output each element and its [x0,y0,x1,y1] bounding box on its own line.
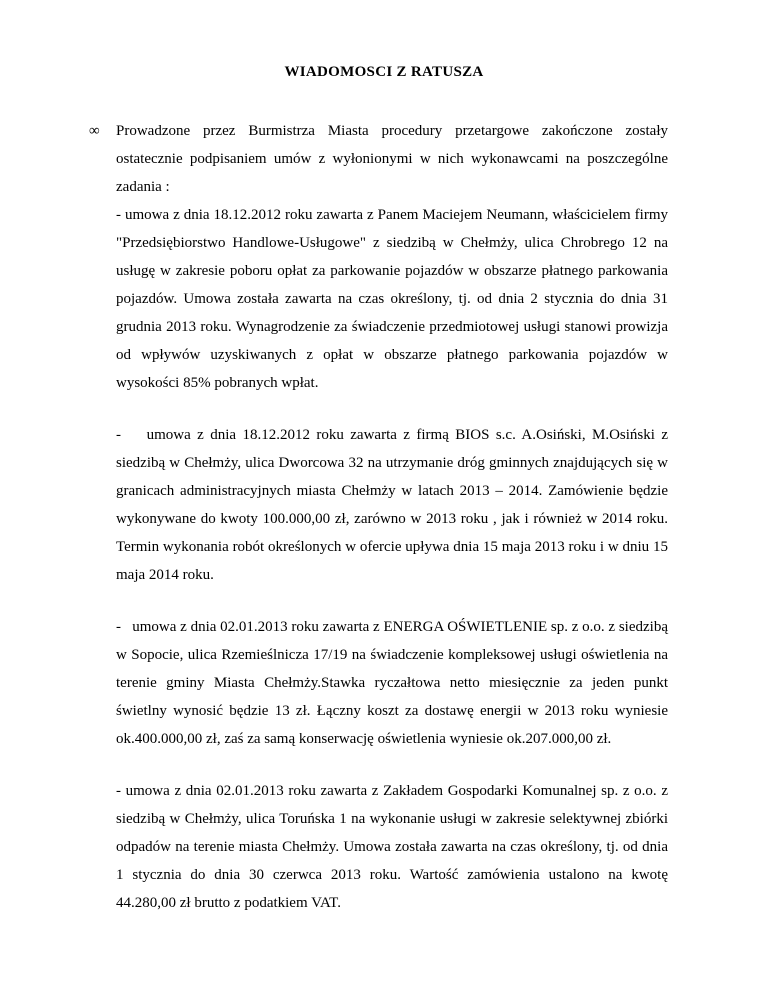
document-body [116,117,672,917]
page-title: WIADOMOSCI Z RATUSZA [284,64,484,80]
contract-paragraph-3: - umowa z dnia 02.01.2013 roku zawarta z ENERGA OŚWIETLENIE sp. z o.o. z siedzibą w Sopocie, ulica Rzemieślnicza 17/19 na świadczenie kompleksowej usługi oświetlenia na terenie gminy Miasta Chełmży.Stawka ryczałtowa netto miesięcznie za jeden punkt świetlny wynosić będzie 13 zł. Łączny koszt za dostawę energii w 2013 roku wyniesie ok.400.000,00 zł, zaś za samą konserwację oświetlenia wyniesie ok.207.000,00 zł. [116,619,672,747]
contract-paragraph-4: - umowa z dnia 02.01.2013 roku zawarta z Zakładem Gospodarki Komunalnej sp. z o.o. z siedzibą w Chełmży, ulica Toruńska 1 na wykonanie usługi w zakresie selektywnej zbiórki odpadów na terenie miasta Chełmży. Umowa została zawarta na czas określony, tj. od dnia 1 stycznia do dnia 30 czerwca 2013 roku. Wartość zamówienia ustalono na kwotę 44.280,00 zł brutto z podatkiem VAT. [116,783,668,911]
intro-paragraph: Prowadzone przez Burmistrza Miasta procedury przetargowe zakończone zostały ostatecznie podpisaniem umów z wyłonionymi w nich wykonawcami na poszczególne zadania : [116,123,668,195]
bullet-symbol: ∞ [89,123,100,139]
contract-paragraph-1: - umowa z dnia 18.12.2012 roku zawarta z Panem Maciejem Neumann, właścicielem firmy "Przedsiębiorstwo Handlowe-Usługowe" z siedzibą w Chełmży, ulica Chrobrego 12 na usługę w zakresie poboru opłat za parkowanie pojazdów w obszarze płatnego parkowania pojazdów. Umowa została zawarta na czas określony, tj. od dnia 2 stycznia do dnia 31 grudnia 2013 roku. Wynagrodzenie za świadczenie przedmiotowej usługi stanowi prowizja od wpływów uzyskiwanych z opłat w obszarze płatnego parkowania pojazdów w wysokości 85% pobranych wpłat. [116,207,668,391]
contract-paragraph-2: - umowa z dnia 18.12.2012 roku zawarta z firmą BIOS s.c. A.Osiński, M.Osiński z siedzibą w Chełmży, ulica Dworcowa 32 na utrzymanie dróg gminnych znajdujących się w granicach administracyjnych miasta Chełmży w latach 2013 – 2014. Zamówienie będzie wykonywane do kwoty 100.000,00 zł, zarówno w 2013 roku , jak i również w 2014 roku. Termin wykonania robót określonych w ofercie upływa dnia 15 maja 2013 roku i w dniu 15 maja 2014 roku. [116,427,672,583]
